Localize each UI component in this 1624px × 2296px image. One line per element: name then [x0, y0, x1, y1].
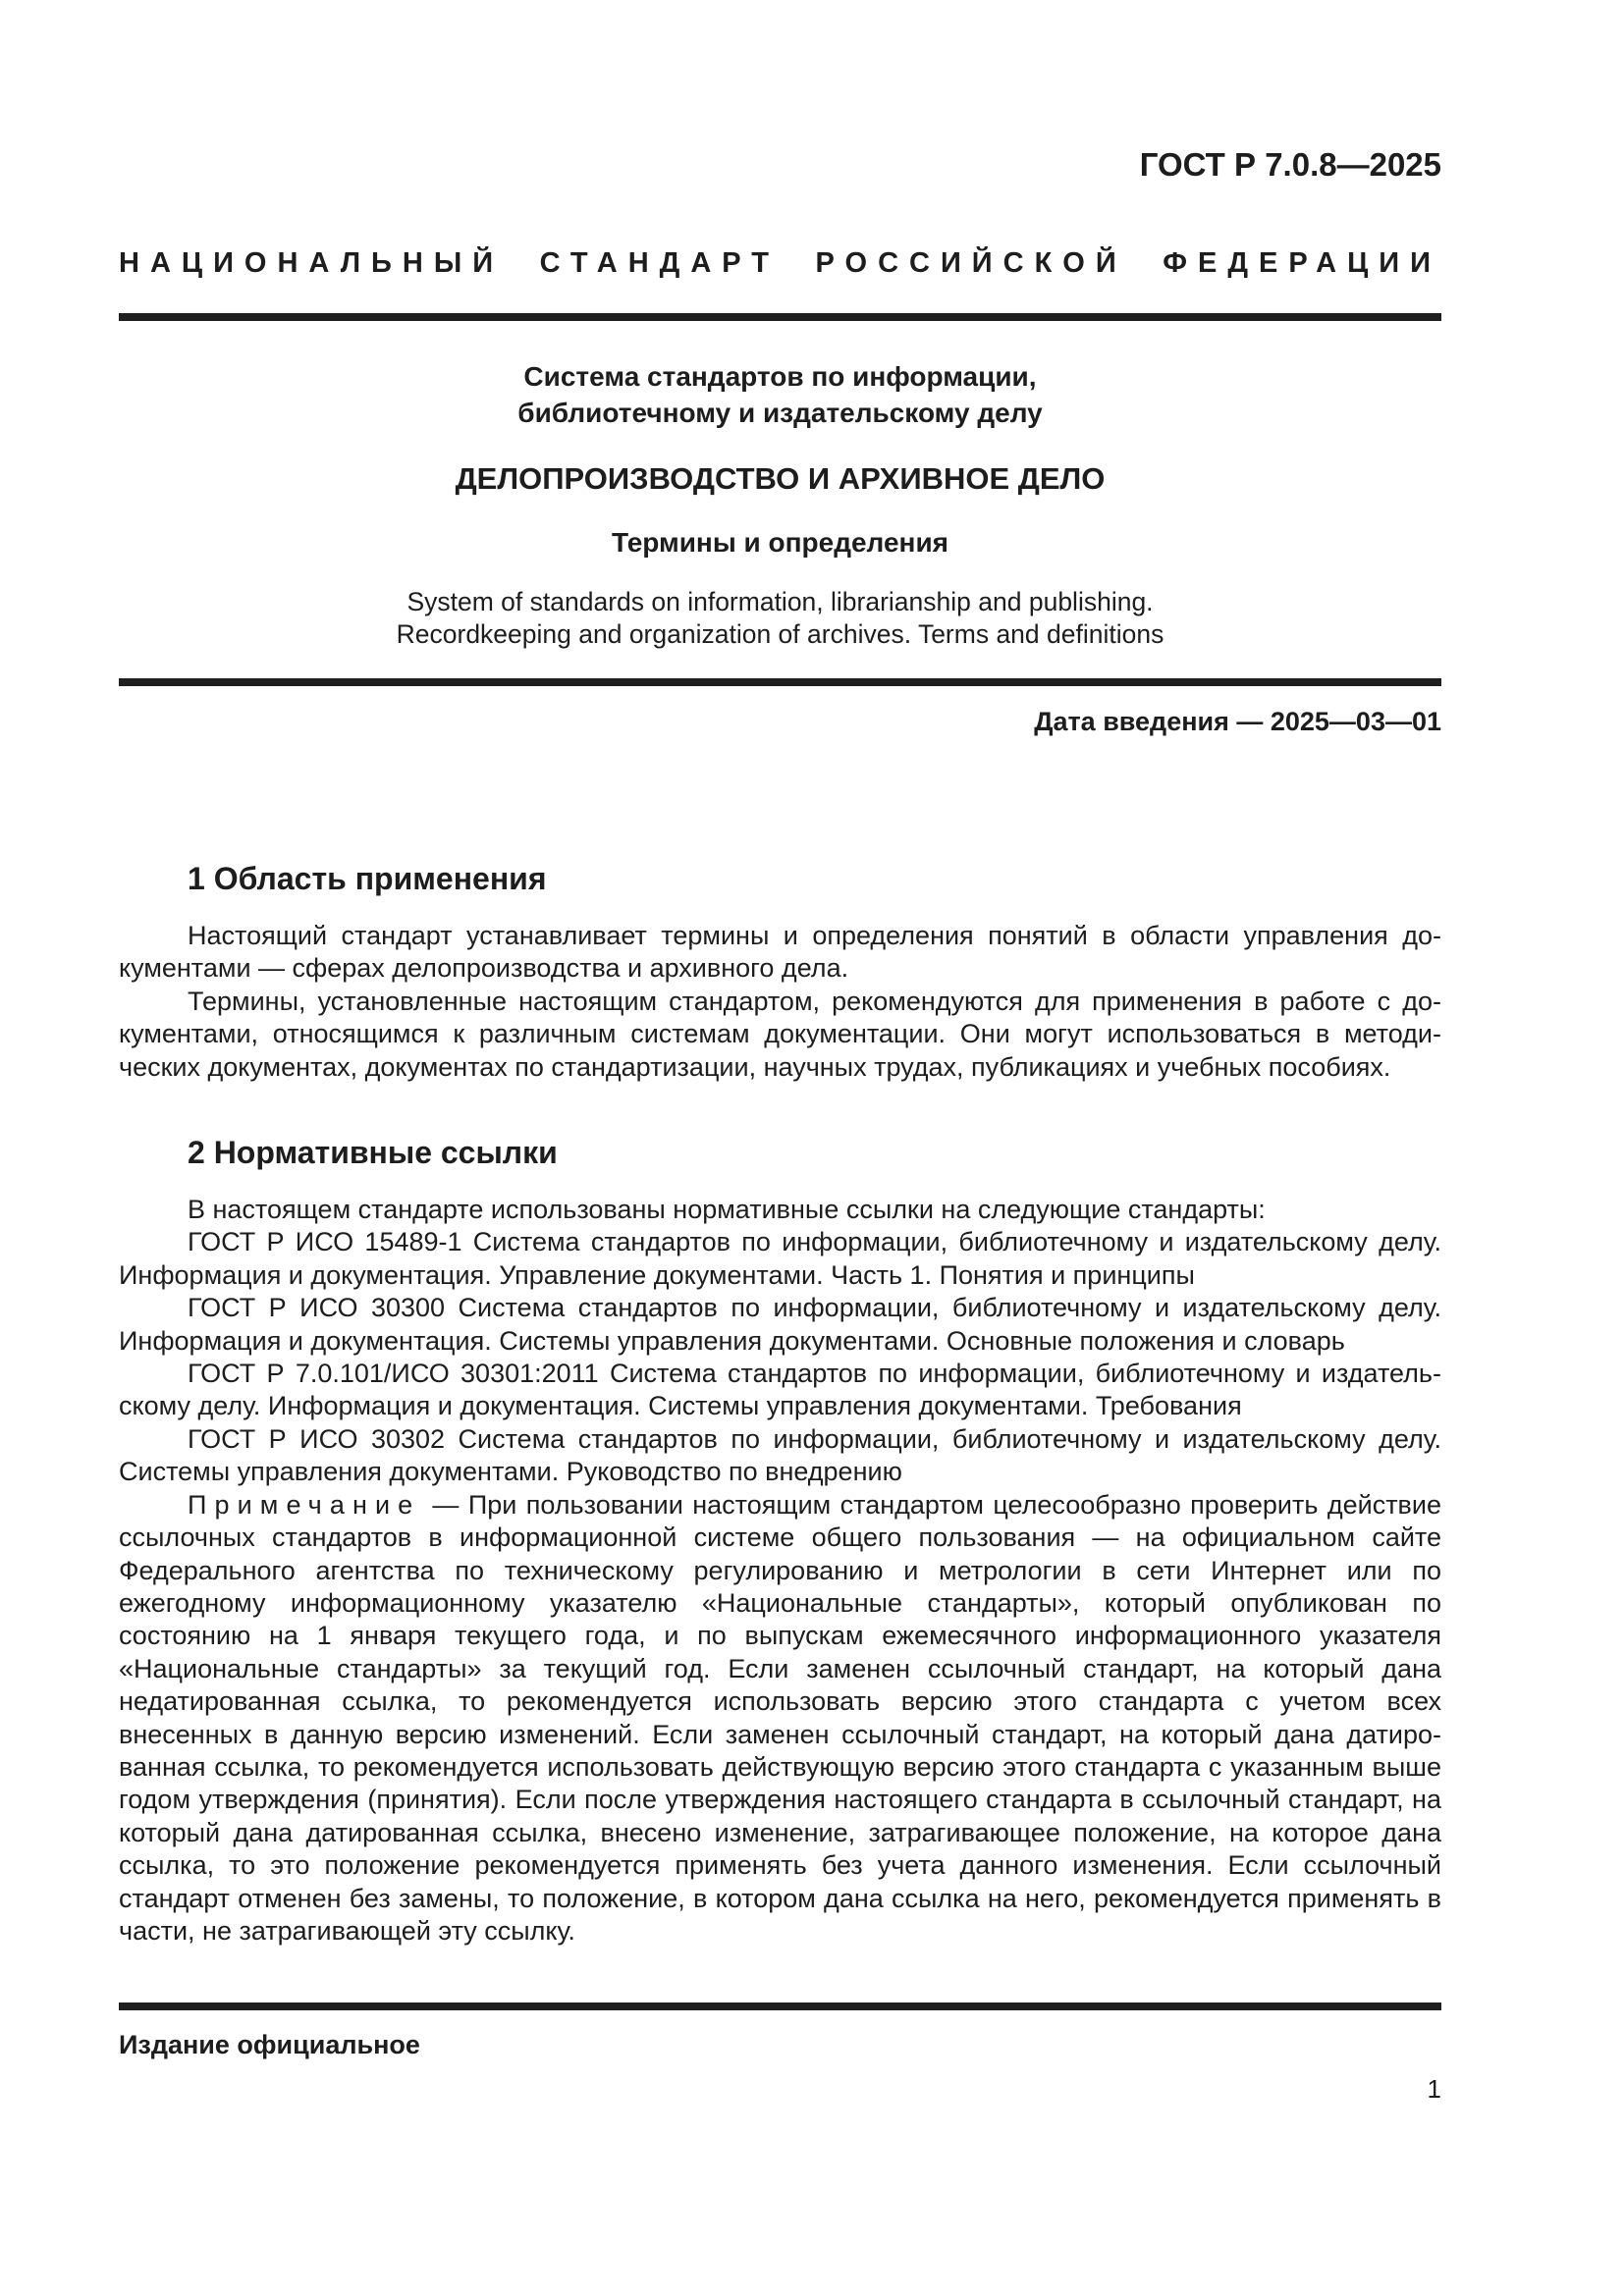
note-paragraph [119, 1489, 1441, 1949]
section-2-body [119, 1194, 1441, 1948]
doc-code: ГОСТ Р 7.0.8—2025 [1139, 146, 1441, 183]
paragraph: ГОСТ Р ИСО 30302 Система стандартов по информации, библиотечному и издательскому делу. Системы управления документами. Руководство по внедрению [119, 1423, 1441, 1487]
paragraph: ГОСТ Р ИСО 30300 Система стандартов по информации, библиотечному и издательскому делу. Информация и документация. Системы управления документами. Основные положения и словарь [119, 1293, 1441, 1356]
section-1-body [119, 920, 1441, 1084]
page-footer [119, 2002, 1441, 2105]
paragraph: ГОСТ Р ИСО 15489-1 Система стандартов по информации, библиотечному и издательскому делу. Информация и документация. Управление документами. Часть 1. Понятия и принципы [119, 1227, 1441, 1290]
edition-note: Издание официальное [119, 2030, 420, 2059]
national-standard-banner: НАЦИОНАЛЬНЫЙ СТАНДАРТ РОССИЙСКОЙ ФЕДЕРАЦИИ [119, 247, 1441, 279]
paragraph: Настоящий стандарт устанавливает термины и определения понятий в области управления документами — сферах делопроизводства и архивного дела. [119, 921, 1441, 984]
system-title-line2: библиотечному и издательскому делу [517, 398, 1043, 428]
system-title [119, 358, 1441, 431]
paragraph: ГОСТ Р 7.0.101/ИСО 30301:2011 Система стандартов по информации, библиотечному и издательскому делу. Информация и документация. Системы управления документами. Требования [119, 1359, 1441, 1421]
effective-date: Дата введения — 2025—03—01 [1034, 707, 1441, 736]
note-text: — При пользовании настоящим стандартом целесообразно проверить действие ссылочных стандартов в информационной системе общего пользования — на официальном сайте Федерального агентства по техническому регулированию и метрологии в сети Интернет или по ежегодному информационному указателю «Национальные стандарты», который опубликован по состоянию на 1 января текущего года, и по выпускам ежемесячного информационного указателя «Национальные стандарты» за текущий год. Если заменен ссылочный стандарт, на который дана недатированная ссылка, то рекомендуется использовать версию этого стандарта с учетом всех внесенных в данную версию изменений. Если заменен ссылочный стандарт, на который дана датированная ссылка, то рекомендуется использовать действующую версию этого стандарта с указанным выше годом утверждения (принятия). Если после утверждения настоящего стандарта в ссылочный стандарт, на который дана датированная ссылка, внесено изменение, затрагивающее положение, на которое дана ссылка, то это положение рекомендуется применять без учета данного изменения. Если ссылочный стандарт отменен без замены, то положение, в котором дана ссылка на него, рекомендуется применять в части, не затрагивающей эту ссылку. [119, 1489, 1441, 1946]
header-rule-bottom [119, 678, 1441, 686]
note-label: Примечание [188, 1489, 421, 1520]
system-title-line1: Система стандартов по информации, [523, 361, 1037, 392]
paragraph: В настоящем стандарте использованы нормативные ссылки на следующие стандарты: [188, 1195, 1266, 1225]
english-title-line1: System of standards on information, librarianship and publishing. [406, 587, 1154, 616]
section-2-heading: 2 Нормативные ссылки [188, 1135, 558, 1171]
subtitle: Термины и определения [611, 527, 949, 558]
main-title: ДЕЛОПРОИЗВОДСТВО И АРХИВНОЕ ДЕЛО [455, 461, 1106, 496]
paragraph: Термины, установленные настоящим стандартом, рекомендуются для применения в работе с документами, относящимся к различным системам документации. Они могут использоваться в методических документах, документах по стандартизации, научных трудах, публикациях и учебных пособиях. [119, 986, 1441, 1082]
header-rule-top [119, 313, 1441, 321]
english-title-line2: Recordkeeping and organization of archives. Terms and definitions [396, 619, 1164, 649]
section-1-heading: 1 Область применения [188, 861, 547, 896]
footer-rule [119, 2002, 1441, 2010]
title-block [119, 358, 1441, 651]
page-number: 1 [1427, 2074, 1441, 2104]
english-title [119, 586, 1441, 651]
